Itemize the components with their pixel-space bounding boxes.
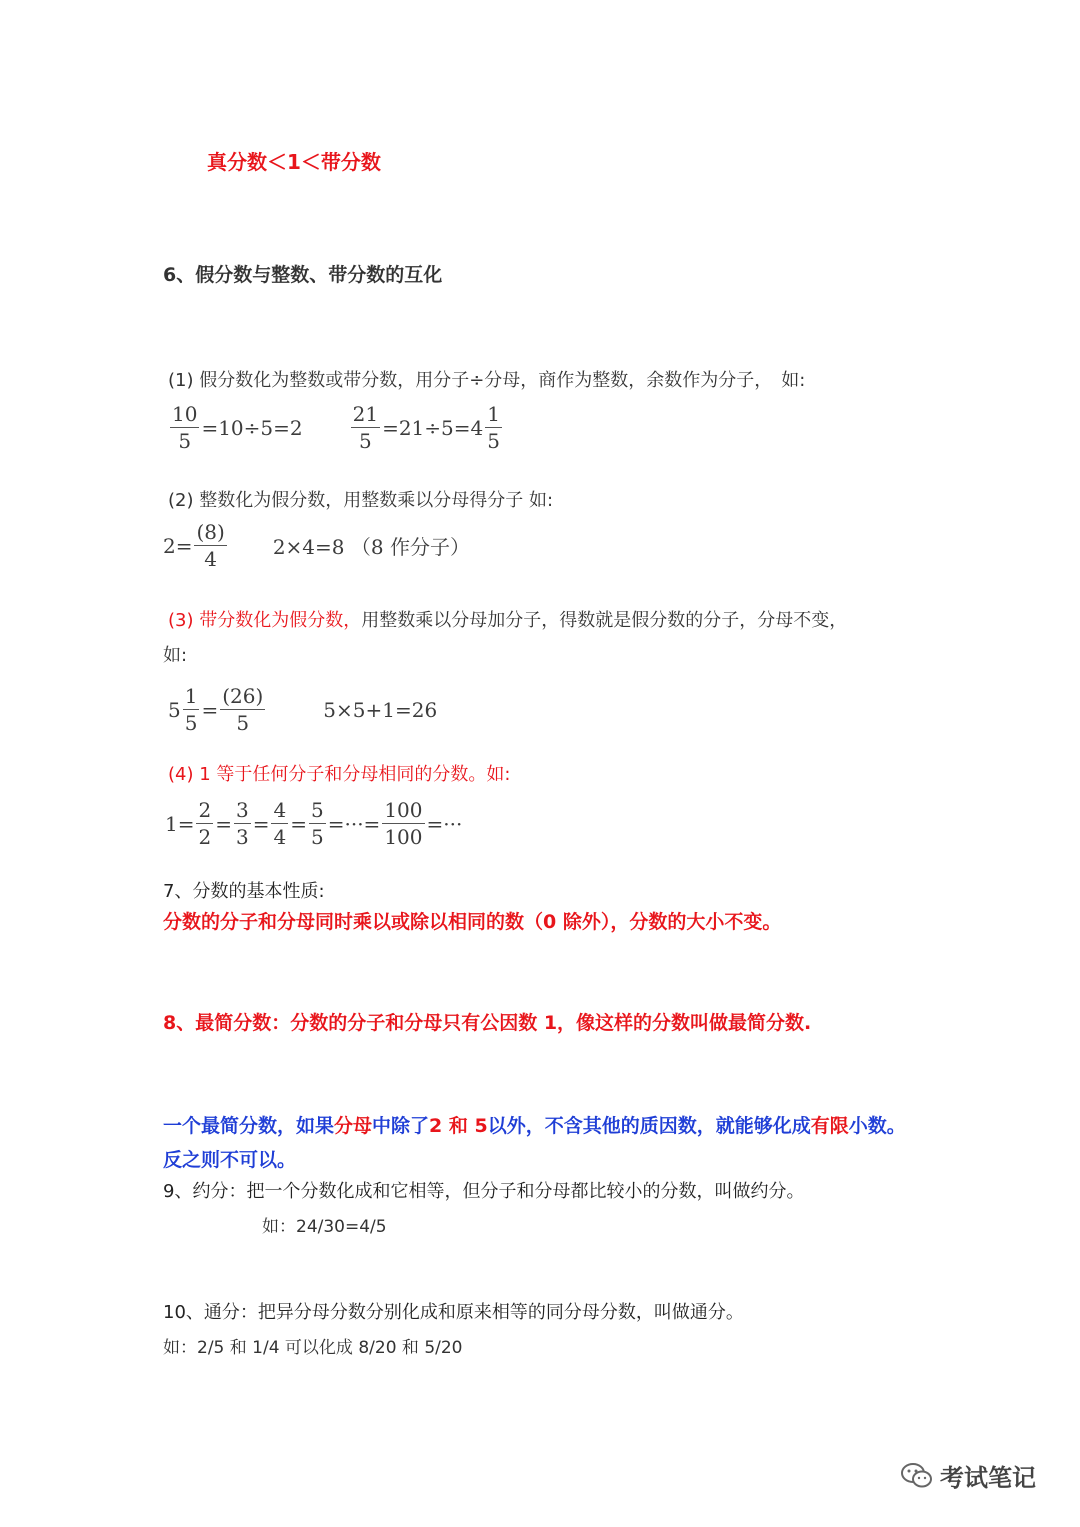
fraction-3-3: $\frac{3}{3}$	[235, 798, 249, 849]
section-6-heading: 6、假分数与整数、带分数的互化	[163, 264, 443, 286]
fraction-2-2: $\frac{2}{2}$	[198, 798, 212, 849]
simplest-fraction-rule: 一个最简分数，如果分母中除了2 和 5以外，不含其他的质因数，就能够化成有限小数。	[163, 1115, 906, 1137]
rule-3-text: (3) 带分数化为假分数，用整数乘以分母加分子，得数就是假分数的分子，分母不变，	[168, 610, 848, 631]
example-4-equation: 1= $\frac{2}{2}$ = $\frac{3}{3}$ = $\frac{4}{4}$ = $\frac{5}{5}$ =···= $\frac{100}{100}$ =···	[165, 798, 463, 849]
equation-3-calc: 5×5+1=26	[323, 697, 438, 722]
wechat-icon	[900, 1461, 934, 1491]
fraction-8-4: $\frac{(8)}{4}$	[196, 520, 225, 571]
watermark	[900, 1458, 1036, 1493]
section-10-example: 如：2/5 和 1/4 可以化成 8/20 和 5/20	[163, 1338, 463, 1358]
fraction-26-5: $\frac{(26)}{5}$	[222, 684, 264, 735]
fraction-1-5-mixed: $\frac{1}{5}$	[184, 684, 198, 735]
equation-2-note: 2×4=8 （8 作分子）	[272, 535, 470, 559]
equation-1b: =21÷5=4	[382, 415, 484, 440]
rule-4-text: (4) 1 等于任何分子和分母相同的分数。如:	[168, 764, 511, 785]
section-7-title: 7、分数的基本性质:	[163, 881, 325, 902]
rule-2-text: (2) 整数化为假分数，用整数乘以分母得分子 如:	[168, 490, 554, 511]
equation-1a: =10÷5=2	[201, 415, 303, 440]
example-1-equations	[168, 404, 504, 451]
rule-1-text: (1) 假分数化为整数或带分数，用分子÷分母，商作为整数，余数作为分子， 如:	[168, 370, 806, 391]
fraction-relation: 真分数＜1＜带分数	[207, 150, 381, 174]
fraction-21-5: $\frac{21}{5}$	[352, 402, 379, 453]
section-8-definition: 8、最简分数：分数的分子和分母只有公因数 1，像这样的分数叫做最简分数.	[163, 1012, 812, 1034]
fraction-1-5: $\frac{1}{5}$	[487, 402, 500, 453]
watermark-text: 考试笔记	[940, 1464, 1036, 1492]
section-9-example: 如：24/30=4/5	[262, 1217, 387, 1237]
rule-3-continuation: 如:	[163, 645, 188, 666]
example-3-equation: 5 $\frac{1}{5}$ = $\frac{(26)}{5}$ 5×5+1=26	[168, 684, 438, 735]
example-2-equation: 2= $\frac{(8)}{4}$ 2×4=8 （8 作分子）	[163, 520, 470, 571]
section-10-definition: 10、通分：把异分母分数分别化成和原来相等的同分母分数，叫做通分。	[163, 1302, 744, 1323]
fraction-10-5: $\frac{10}{5}$	[172, 402, 198, 453]
fraction-4-4: $\frac{4}{4}$	[273, 798, 287, 849]
fraction-100-100: $\frac{100}{100}$	[384, 798, 423, 849]
section-7-property: 分数的分子和分母同时乘以或除以相同的数（0 除外），分数的大小不变。	[163, 911, 782, 933]
section-9-definition: 9、约分：把一个分数化成和它相等，但分子和分母都比较小的分数，叫做约分。	[163, 1181, 805, 1202]
fraction-5-5: $\frac{5}{5}$	[310, 798, 324, 849]
simplest-fraction-rule-converse: 反之则不可以。	[163, 1149, 297, 1171]
